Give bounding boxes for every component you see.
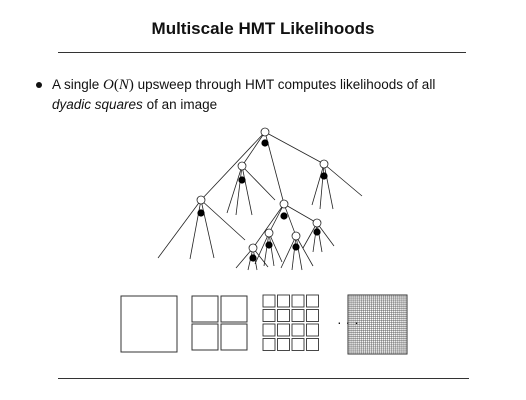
- dyadic-square: [307, 339, 319, 351]
- dyadic-square: [221, 324, 247, 350]
- math-paren-open: (: [113, 77, 119, 93]
- dyadic-squares: [121, 295, 407, 354]
- dyadic-square: [278, 310, 290, 322]
- tree-edge: [284, 204, 296, 236]
- tree-edge: [317, 223, 322, 252]
- tree-node-apex: [292, 232, 300, 240]
- dyadic-square: [263, 339, 275, 351]
- dyadic-square: [263, 310, 275, 322]
- tree-edge: [201, 132, 265, 200]
- dyadic-square: [121, 296, 177, 352]
- dyadic-square: [192, 324, 218, 350]
- tree-edge: [201, 200, 245, 240]
- dyadic-square: [307, 324, 319, 336]
- tree-edge: [201, 200, 214, 258]
- dyadic-square: [192, 296, 218, 322]
- math-var: O: [103, 77, 114, 93]
- dyadic-square: [292, 324, 304, 336]
- tree-node-apex: [197, 196, 205, 204]
- tree-node-state: [313, 228, 320, 235]
- ellipsis-text: · · ·: [337, 314, 359, 330]
- bullet-emphasis: dyadic squares: [52, 97, 143, 112]
- tree-edge: [242, 132, 265, 166]
- tree-edge: [227, 166, 242, 213]
- dyadic-square: [263, 324, 275, 336]
- tree-node-state: [280, 212, 287, 219]
- slide-title: Multiscale HMT Likelihoods: [151, 19, 375, 38]
- dyadic-square: [307, 295, 319, 307]
- dyadic-square: [292, 339, 304, 351]
- tree-edge: [265, 132, 324, 164]
- tree-node-state: [249, 254, 256, 261]
- math-arg: N: [118, 77, 129, 93]
- tree-node-apex: [265, 229, 273, 237]
- dyadic-square: [278, 295, 290, 307]
- bullet-text-before: A single: [52, 77, 104, 92]
- tree-edge: [253, 204, 284, 248]
- dyadic-square: [221, 296, 247, 322]
- tree-node-apex: [280, 200, 288, 208]
- dyadic-square: [278, 324, 290, 336]
- tree-edge: [158, 200, 201, 258]
- tree-edge: [190, 200, 201, 259]
- tree-edge: [242, 166, 275, 200]
- footer-divider: [58, 378, 469, 379]
- tree-node-apex: [320, 160, 328, 168]
- tree-edge: [236, 166, 242, 215]
- tree-node-apex: [261, 128, 269, 136]
- tree-node-apex: [249, 244, 257, 252]
- tree-node-apex: [238, 162, 246, 170]
- dyadic-square: [263, 295, 275, 307]
- tree-node-state: [292, 243, 299, 250]
- tree-node-state: [261, 139, 268, 146]
- tree-edge: [284, 204, 317, 223]
- dyadic-square: [292, 310, 304, 322]
- math-paren-close: ): [128, 77, 134, 93]
- dyadic-square: [292, 295, 304, 307]
- tree-node-state: [265, 241, 272, 248]
- bullet-text-after: of an image: [142, 97, 218, 112]
- bullet-text-mid: upsweep through HMT computes likelihoods of all: [133, 77, 436, 92]
- tree-node-apex: [313, 219, 321, 227]
- dyadic-square: [278, 339, 290, 351]
- tree-node-state: [320, 172, 327, 179]
- tree-node-state: [238, 176, 245, 183]
- dyadic-square: [307, 310, 319, 322]
- tree-edge: [242, 166, 252, 215]
- tree-node-state: [197, 209, 204, 216]
- hmt-tree: [158, 128, 362, 270]
